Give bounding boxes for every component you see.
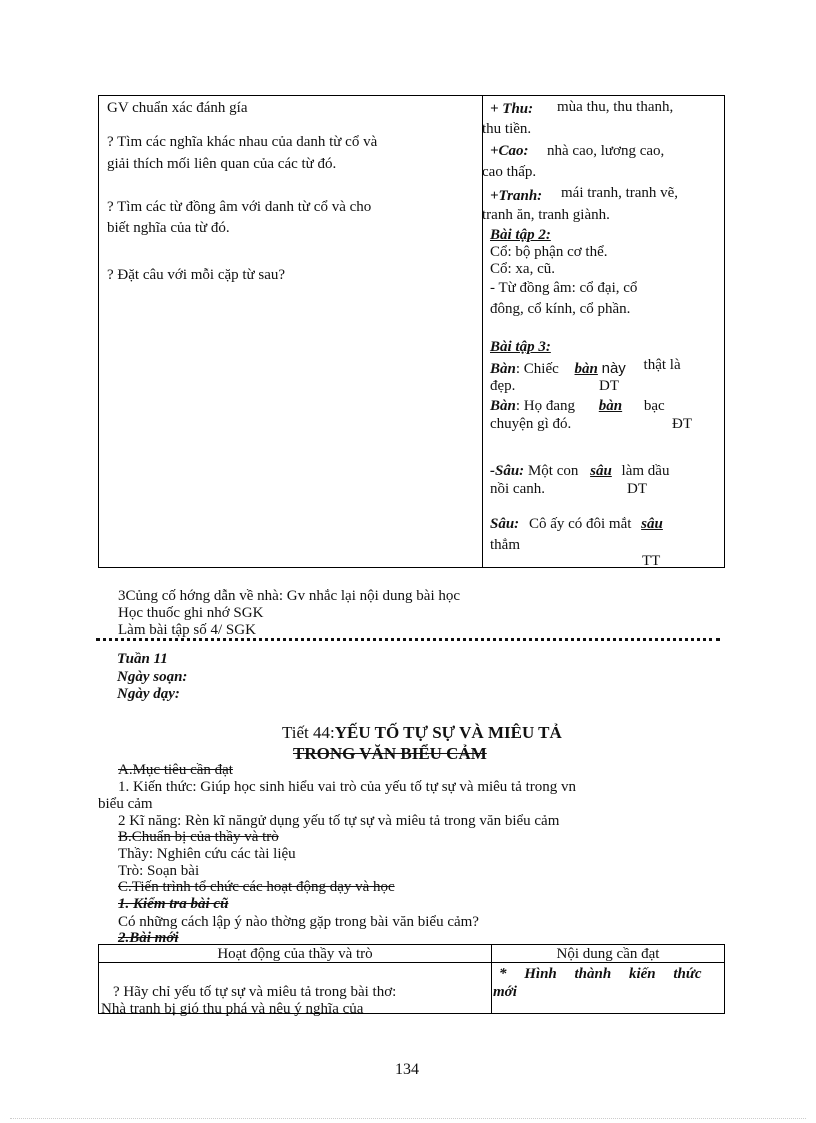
content-line-2: mới: [493, 984, 517, 1000]
lesson-table-2: [98, 944, 725, 1017]
lesson-table-1: [98, 95, 725, 568]
lesson-subtitle: TRONG VĂN BIỂU CẢM: [293, 744, 487, 763]
cung-co: 3Củng cố hớng dẫn về nhà: Gv nhắc lại nội dung bài học: [118, 588, 461, 604]
thay: Thầy: Nghiên cứu các tài liệu: [118, 846, 296, 862]
page-number: 134: [395, 1061, 419, 1078]
ban-line-2b: chuyện gì đó.: [490, 416, 572, 432]
right-cao-text2: cao thấp.: [482, 164, 537, 180]
ki-nang: 2 Kĩ năng: Rèn kĩ năngử dụng yếu tố tự sự và miêu tả trong văn biểu cảm: [118, 813, 560, 829]
ban-line-1: Bàn: Chiếc bàn này thật là: [490, 357, 681, 377]
right-thu-text2: thu tiền.: [482, 121, 532, 137]
chuan-bi: B.Chuẩn bị của thầy và trò: [118, 829, 279, 845]
left-line-2: ? Tìm các nghĩa khác nhau của danh từ cổ và: [107, 134, 378, 150]
bai-tap-3: Bài tập 3:: [490, 339, 551, 355]
ban-line-1b: đẹp.: [490, 378, 516, 394]
bottom-dots: [10, 1118, 806, 1119]
co-line-2: Cổ: xa, cũ.: [490, 261, 555, 277]
left-line-6: ? Đặt câu với mỗi cặp từ sau?: [107, 267, 286, 283]
kien-thuc-cont: biểu cảm: [98, 796, 153, 812]
right-cao: +Cao:: [490, 143, 529, 159]
content-line-1: * Hình thành kiến thức: [499, 966, 702, 982]
dotted-separator: [96, 638, 720, 641]
lam-bai-tap: Làm bài tập số 4/ SGK: [118, 622, 256, 638]
sau-tag-2: TT: [642, 553, 661, 569]
right-thu-text: mùa thu, thu thanh,: [557, 99, 674, 115]
sau-line-2b: thẳm: [490, 537, 520, 553]
question-line-2: Nhà tranh bị gió thu phá và nêu ý nghĩa của: [101, 1001, 364, 1017]
left-line-1: GV chuẩn xác đánh gía: [107, 100, 248, 116]
co-line-1: Cổ: bộ phận cơ thể.: [490, 244, 608, 260]
ban-tag-1: DT: [599, 378, 619, 394]
bai-tap-2: Bài tập 2:: [490, 227, 551, 243]
ngay-day: Ngày dạy:: [117, 686, 180, 702]
dongam-line-2: đông, cổ kính, cổ phần.: [490, 301, 631, 317]
sau-tag-1: DT: [627, 481, 647, 497]
lesson-title: Tiết 44:YẾU TỐ TỰ SỰ VÀ MIÊU TẢ: [282, 723, 562, 742]
right-cao-text: nhà cao, lương cao,: [547, 143, 665, 159]
ngay-soan: Ngày soạn:: [117, 669, 188, 685]
left-line-4: ? Tìm các từ đồng âm với danh từ cổ và cho: [107, 199, 372, 215]
tien-trinh: C.Tiến trình tổ chức các hoạt động dạy và học: [118, 879, 395, 895]
ban-line-2: Bàn: Họ đang bàn bạc: [490, 398, 665, 414]
kiem-tra: 1. Kiểm tra bài cũ: [118, 896, 229, 912]
dongam-line-1: - Từ đồng âm: cổ đại, cổ: [490, 280, 638, 296]
kien-thuc: 1. Kiến thức: Giúp học sinh hiểu vai trò của yếu tố tự sự và miêu tả trong vn: [118, 779, 577, 795]
tuan: Tuần 11: [117, 651, 168, 667]
question-line-1: ? Hãy chỉ yếu tố tự sự và miêu tả trong bài thơ:: [113, 984, 397, 1000]
hoc-thuoc: Học thuốc ghi nhớ SGK: [118, 605, 264, 621]
left-line-3: giải thích mối liên quan của các từ đó.: [107, 156, 337, 172]
tro: Trò: Soạn bài: [118, 863, 200, 879]
col-header-content: Nội dung cần đạt: [556, 946, 660, 962]
right-tranh-text2: tranh ăn, tranh giành.: [482, 207, 610, 223]
right-tranh-text: mái tranh, tranh vẽ,: [561, 185, 679, 201]
cau-hoi: Có những cách lập ý nào thờng gặp trong bài văn biểu cảm?: [118, 914, 479, 930]
sau-line-2: Sâu: Cô ấy có đôi mắt sâu: [490, 516, 663, 532]
sau-line-1b: nồi canh.: [490, 481, 545, 497]
right-tranh: +Tranh:: [490, 188, 543, 204]
ban-tag-2: ĐT: [672, 416, 692, 432]
muc-tieu: A.Mục tiêu cần đạt: [118, 762, 233, 778]
col-header-activity: Hoạt động của thầy và trò: [217, 946, 373, 962]
bai-moi: 2.Bài mới: [118, 930, 179, 946]
left-line-5: biết nghĩa của từ đó.: [107, 220, 230, 236]
sau-line-1: -Sâu: Một con sâu làm dầu: [490, 463, 670, 479]
right-thu: + Thu:: [490, 101, 534, 117]
